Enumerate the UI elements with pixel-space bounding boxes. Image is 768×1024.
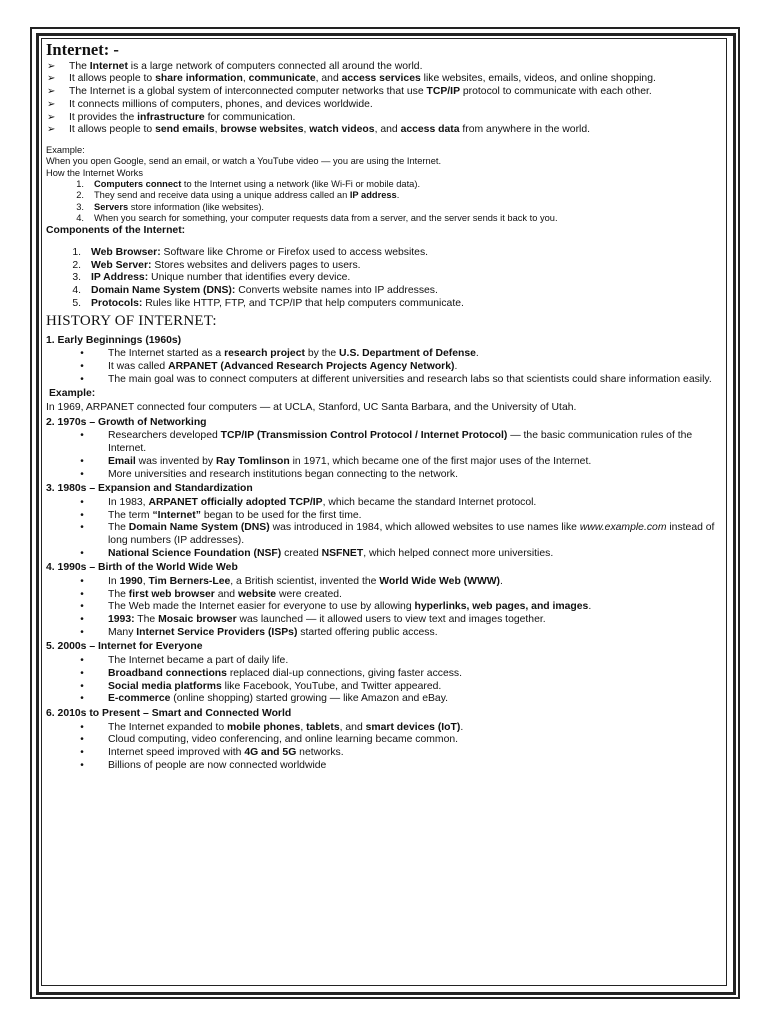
bullet-dot-icon: • xyxy=(80,468,84,480)
list-item xyxy=(46,576,722,589)
bullet-dot-icon: • xyxy=(80,522,84,534)
sec6-list xyxy=(46,722,722,773)
list-item-text: The main goal was to connect computers at different universities and research labs so that scientists could share information easily. xyxy=(108,373,712,385)
sec4-list xyxy=(46,576,722,639)
list-item xyxy=(46,73,722,86)
list-item-text: More universities and research institutions began connecting to the network. xyxy=(108,468,459,480)
bullet-dot-icon: • xyxy=(80,348,84,360)
list-item-text: Domain Name System (DNS): Converts website names into IP addresses. xyxy=(91,284,438,296)
list-item-text: When you search for something, your computer requests data from a server, and the server sends it back to you. xyxy=(94,212,558,223)
bullet-dot-icon: • xyxy=(80,680,84,692)
list-item xyxy=(46,374,722,387)
list-item-text: They send and receive data using a unique address called an IP address. xyxy=(94,190,400,201)
list-number: 4. xyxy=(76,212,84,223)
bullet-dot-icon: • xyxy=(80,721,84,733)
bullet-dot-icon: • xyxy=(80,601,84,613)
list-item xyxy=(46,497,722,510)
list-item xyxy=(46,285,722,298)
list-item xyxy=(46,747,722,760)
list-item xyxy=(46,601,722,614)
list-item-text: Servers store information (like websites). xyxy=(94,201,265,212)
arrow-bullet-icon: ➢ xyxy=(47,60,56,72)
bullet-dot-icon: • xyxy=(80,430,84,442)
list-item-text: Social media platforms like Facebook, YouTube, and Twitter appeared. xyxy=(108,680,442,692)
list-number: 5. xyxy=(72,297,81,309)
list-item-text: Email was invented by Ray Tomlinson in 1971, which became one of the first major uses of the Internet. xyxy=(108,455,592,467)
list-number: 1. xyxy=(72,246,81,258)
list-item xyxy=(46,760,722,773)
list-item xyxy=(46,86,722,99)
list-item xyxy=(46,456,722,469)
bullet-dot-icon: • xyxy=(80,655,84,667)
list-item xyxy=(46,61,722,74)
list-item-text: Protocols: Rules like HTTP, FTP, and TCP/IP that help computers communicate. xyxy=(91,297,464,309)
bullet-dot-icon: • xyxy=(80,759,84,771)
bullet-dot-icon: • xyxy=(80,361,84,373)
list-item-text: In 1990, Tim Berners-Lee, a British scientist, invented the World Wide Web (WWW). xyxy=(108,576,503,588)
list-item-text: IP Address: Unique number that identifies every device. xyxy=(91,272,351,284)
list-item-text: It connects millions of computers, phones, and devices worldwide. xyxy=(69,98,373,110)
list-item xyxy=(46,614,722,627)
list-item xyxy=(46,298,722,311)
bullet-dot-icon: • xyxy=(80,588,84,600)
history-title: HISTORY OF INTERNET: xyxy=(46,313,217,330)
sec2-title: 2. 1970s – Growth of Networking xyxy=(46,416,207,428)
list-item xyxy=(46,681,722,694)
bullet-dot-icon: • xyxy=(80,746,84,758)
sec3-title: 3. 1980s – Expansion and Standardization xyxy=(46,483,253,495)
document-body xyxy=(46,40,722,772)
bullet-dot-icon: • xyxy=(80,626,84,638)
arrow-bullet-icon: ➢ xyxy=(47,86,56,98)
sec2-list xyxy=(46,430,722,481)
list-item-text: The Internet started as a research project by the U.S. Department of Defense. xyxy=(108,348,479,360)
sec1-title: 1. Early Beginnings (1960s) xyxy=(46,334,182,346)
list-item-text: Internet speed improved with 4G and 5G networks. xyxy=(108,746,344,758)
list-item xyxy=(46,112,722,125)
list-item xyxy=(46,348,722,361)
list-item-text: The term “Internet” began to be used for the first time. xyxy=(108,509,362,521)
list-item xyxy=(46,589,722,602)
list-item xyxy=(46,722,722,735)
list-item-text: Web Browser: Software like Chrome or Firefox used to access websites. xyxy=(91,246,429,258)
how-title: How the Internet Works xyxy=(46,167,143,178)
list-item-text: Computers connect to the Internet using a network (like Wi-Fi or mobile data). xyxy=(94,178,421,189)
list-number: 3. xyxy=(76,201,84,212)
list-item xyxy=(46,260,722,273)
list-number: 4. xyxy=(72,284,81,296)
list-item-text: Many Internet Service Providers (ISPs) started offering public access. xyxy=(108,626,438,638)
list-item-text: The Internet is a global system of interconnected computer networks that use TCP/IP protocol to communicate with each other. xyxy=(69,86,652,98)
list-item-text: The Internet expanded to mobile phones, tablets, and smart devices (IoT). xyxy=(108,721,464,733)
list-item-text: 1993: The Mosaic browser was launched — it allowed users to view text and images together. xyxy=(108,614,546,626)
list-item xyxy=(46,99,722,112)
list-number: 3. xyxy=(72,272,81,284)
list-item xyxy=(46,124,722,137)
list-item xyxy=(46,655,722,668)
list-number: 2. xyxy=(76,190,84,201)
list-item-text: The Internet is a large network of computers connected all around the world. xyxy=(69,60,423,72)
list-item-text: The Domain Name System (DNS) was introduced in 1984, which allowed websites to use names like www.example.com instead of long numbers (IP addresses). xyxy=(108,522,715,546)
list-item-text: It was called ARPANET (Advanced Research Projects Agency Network). xyxy=(108,361,458,373)
sec3-list xyxy=(46,497,722,560)
bullet-dot-icon: • xyxy=(80,693,84,705)
list-item xyxy=(46,522,722,547)
list-item-text: Web Server: Stores websites and delivers pages to users. xyxy=(91,259,361,271)
list-item xyxy=(46,627,722,640)
sec6-title: 6. 2010s to Present – Smart and Connected World xyxy=(46,707,292,719)
list-item-text: Researchers developed TCP/IP (Transmission Control Protocol / Internet Protocol) — the basic communication rules of the Internet. xyxy=(108,430,693,455)
list-item-text: It allows people to share information, communicate, and access services like websites, emails, videos, and online shopping. xyxy=(69,73,656,85)
list-item xyxy=(46,213,722,224)
components-list xyxy=(46,247,722,310)
list-item xyxy=(46,668,722,681)
list-item-text: It allows people to send emails, browse websites, watch videos, and access data from anywhere in the world. xyxy=(69,124,591,136)
list-item xyxy=(46,272,722,285)
bullet-dot-icon: • xyxy=(80,455,84,467)
list-item xyxy=(46,202,722,213)
how-list xyxy=(46,179,722,224)
sec5-title: 5. 2000s – Internet for Everyone xyxy=(46,641,203,653)
list-item-text: Cloud computing, video conferencing, and online learning became common. xyxy=(108,734,459,746)
sec4-title: 4. 1990s – Birth of the World Wide Web xyxy=(46,562,238,574)
list-item xyxy=(46,361,722,374)
list-item-text: The first web browser and website were created. xyxy=(108,588,342,600)
sec1-example-text: In 1969, ARPANET connected four computers — at UCLA, Stanford, UC Santa Barbara, and the University of Utah. xyxy=(46,402,577,414)
bullet-dot-icon: • xyxy=(80,509,84,521)
sec5-list xyxy=(46,655,722,706)
list-item-text: National Science Foundation (NSF) created NSFNET, which helped connect more universities. xyxy=(108,547,554,559)
intro-bullets xyxy=(46,61,722,137)
bullet-dot-icon: • xyxy=(80,667,84,679)
list-item-text: Broadband connections replaced dial-up connections, giving faster access. xyxy=(108,667,463,679)
components-title: Components of the Internet: xyxy=(46,225,186,237)
list-item xyxy=(46,734,722,747)
sec1-list xyxy=(46,348,722,386)
arrow-bullet-icon: ➢ xyxy=(47,98,56,110)
list-item-text: The Web made the Internet easier for everyone to use by allowing hyperlinks, web pages, and images. xyxy=(108,601,592,613)
list-item-text: In 1983, ARPANET officially adopted TCP/IP, which became the standard Internet protocol. xyxy=(108,496,537,508)
arrow-bullet-icon: ➢ xyxy=(47,111,56,123)
example-label: Example: xyxy=(46,144,85,155)
bullet-dot-icon: • xyxy=(80,614,84,626)
list-number: 2. xyxy=(72,259,81,271)
list-item-text: It provides the infrastructure for communication. xyxy=(69,111,296,123)
bullet-dot-icon: • xyxy=(80,576,84,588)
sec1-example-label: Example: xyxy=(49,388,96,400)
bullet-dot-icon: • xyxy=(80,734,84,746)
list-item xyxy=(46,247,722,260)
arrow-bullet-icon: ➢ xyxy=(47,73,56,85)
list-item xyxy=(46,190,722,201)
arrow-bullet-icon: ➢ xyxy=(47,124,56,136)
bullet-dot-icon: • xyxy=(80,496,84,508)
page-title: Internet: - xyxy=(46,40,119,59)
example-text: When you open Google, send an email, or watch a YouTube video — you are using the Internet. xyxy=(46,156,442,167)
list-item-text: The Internet became a part of daily life. xyxy=(108,655,289,667)
bullet-dot-icon: • xyxy=(80,547,84,559)
list-number: 1. xyxy=(76,178,84,189)
list-item xyxy=(46,548,722,561)
list-item-text: E-commerce (online shopping) started growing — like Amazon and eBay. xyxy=(108,693,448,705)
list-item xyxy=(46,179,722,190)
list-item xyxy=(46,430,722,455)
list-item xyxy=(46,693,722,706)
list-item xyxy=(46,469,722,482)
bullet-dot-icon: • xyxy=(80,373,84,385)
list-item xyxy=(46,510,722,523)
list-item-text: Billions of people are now connected worldwide xyxy=(108,759,327,771)
